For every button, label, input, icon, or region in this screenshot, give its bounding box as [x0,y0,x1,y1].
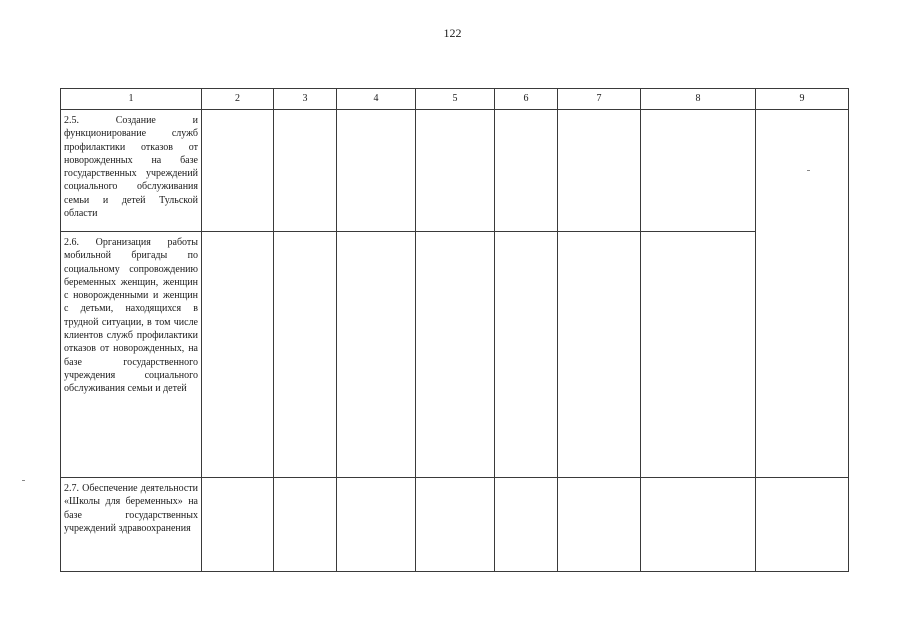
row-description-2-5: 2.5. Создание и функционирование служб профилактики отказов от новорожденных на базе государственных учреждений социального обслуживания семьи и детей Тульской области [61,110,202,232]
table-cell [202,110,274,232]
table-cell [416,478,495,572]
table-cell [641,110,756,232]
column-header-9: 9 [756,89,849,110]
table-cell [274,478,337,572]
table-cell [495,110,558,232]
merged-cell-column-9 [756,110,849,478]
table-row [61,110,849,232]
table-cell [337,478,416,572]
table-cell [756,478,849,572]
table-header-row [61,89,849,110]
document-table [60,88,849,572]
column-header-2: 2 [202,89,274,110]
table-cell [558,232,641,478]
table-cell [274,232,337,478]
scan-speck [807,170,810,171]
table-cell [337,232,416,478]
table-cell [416,110,495,232]
table-cell [558,478,641,572]
row-description-2-7: 2.7. Обеспечение деятельности «Школы для беременных» на базе государственных учреждений здравоохранения [61,478,202,572]
table-cell [558,110,641,232]
row-description-2-6: 2.6. Организация работы мобильной бригады по социальному сопровождению беременных женщин, женщин с новорожденными и женщин с детьми, находящихся в трудной ситуации, в том числе клиентов служб профилактики отказов от новорожденных, на базе государственного учреждения социального обслуживания семьи и детей [61,232,202,478]
column-header-4: 4 [337,89,416,110]
column-header-7: 7 [558,89,641,110]
table-cell [274,110,337,232]
column-header-1: 1 [61,89,202,110]
column-header-8: 8 [641,89,756,110]
table-row [61,478,849,572]
column-header-6: 6 [495,89,558,110]
table-row [61,232,849,478]
column-header-3: 3 [274,89,337,110]
column-header-5: 5 [416,89,495,110]
table-cell [641,478,756,572]
table-cell [495,478,558,572]
page-number: 122 [443,26,462,40]
table-cell [202,232,274,478]
table-cell [416,232,495,478]
scan-speck [22,480,25,481]
table-cell [641,232,756,478]
table-cell [337,110,416,232]
table-cell [202,478,274,572]
table-cell [495,232,558,478]
